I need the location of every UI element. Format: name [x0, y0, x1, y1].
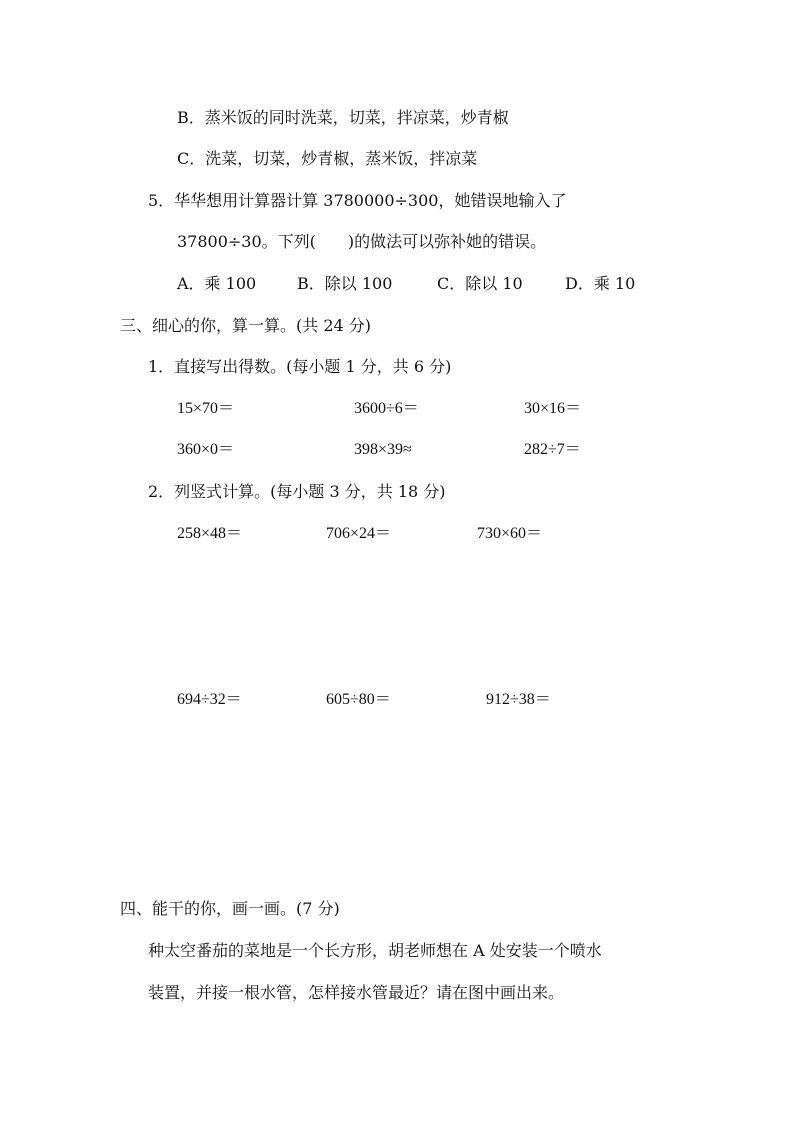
section3-sub1-title: 1．直接写出得数。(每小题 1 分，共 6 分) — [148, 357, 452, 376]
section4-text-line2: 装置，并接一根水管，怎样接水管最近？请在图中画出来。 — [148, 983, 565, 1002]
vertical-calc-1: 258×48＝ — [177, 525, 243, 542]
mental-calc-5: 398×39≈ — [354, 441, 412, 458]
vertical-calc-6: 912÷38＝ — [486, 691, 551, 708]
q5-question-line1: 5．华华想用计算器计算 3780000÷300，她错误地输入了 — [148, 191, 567, 210]
section3-sub2-title: 2．列竖式计算。(每小题 3 分，共 18 分) — [148, 482, 446, 501]
vertical-calc-2: 706×24＝ — [326, 525, 392, 542]
q5-option-c: C．除以 10 — [437, 274, 523, 293]
mental-calc-1: 15×70＝ — [177, 400, 235, 417]
vertical-calc-5: 605÷80＝ — [326, 691, 391, 708]
q4-option-c: C．洗菜，切菜，炒青椒，蒸米饭，拌凉菜 — [177, 149, 478, 168]
q5-option-b: B．除以 100 — [297, 274, 393, 293]
vertical-calc-4: 694÷32＝ — [177, 691, 242, 708]
mental-calc-6: 282÷7＝ — [524, 441, 581, 458]
mental-calc-3: 30×16＝ — [524, 400, 582, 417]
q5-option-d: D．乘 10 — [565, 274, 636, 293]
section4-heading: 四、能干的你，画一画。(7 分) — [120, 899, 340, 918]
mental-calc-2: 3600÷6＝ — [354, 400, 419, 417]
section3-heading: 三、细心的你，算一算。(共 24 分) — [120, 316, 372, 335]
q4-option-b: B．蒸米饭的同时洗菜，切菜，拌凉菜，炒青椒 — [177, 108, 509, 127]
q5-question-line2: 37800÷30。下列( )的做法可以弥补她的错误。 — [177, 232, 547, 251]
q5-option-a: A．乘 100 — [177, 274, 257, 293]
mental-calc-4: 360×0＝ — [177, 441, 235, 458]
vertical-calc-3: 730×60＝ — [477, 525, 543, 542]
section4-text-line1: 种太空番茄的菜地是一个长方形，胡老师想在 A 处安装一个喷水 — [148, 941, 602, 960]
